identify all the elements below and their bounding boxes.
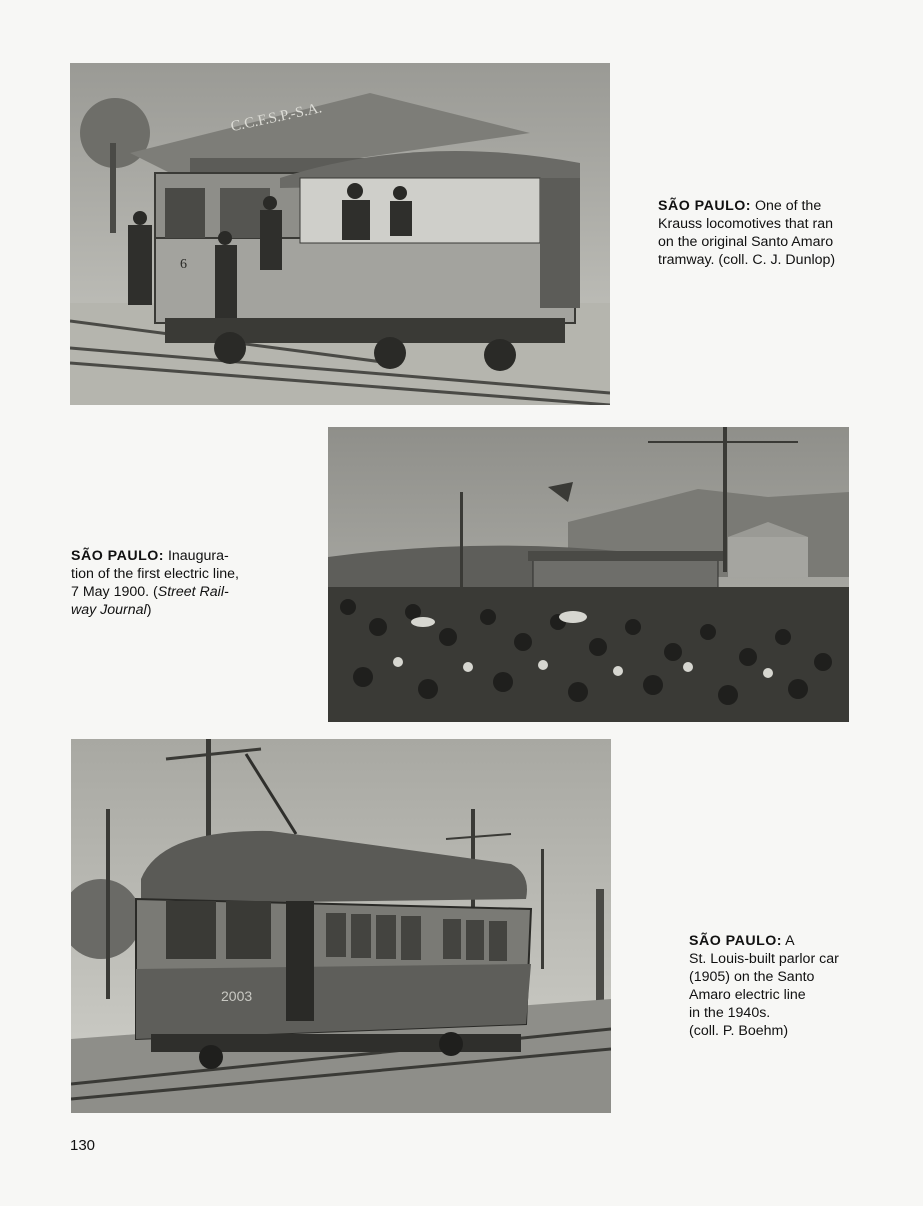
- caption1-line4: tramway. (coll. C. J. Dunlop): [658, 252, 836, 268]
- car-number-text: 2003: [221, 988, 253, 1004]
- depot-sign-text: C.C.F.S.P.-S.A.: [229, 100, 324, 136]
- caption2-text4b: ): [146, 602, 152, 618]
- caption2-line1: [71, 547, 271, 565]
- caption2-lead: SÃO PAULO:: [71, 548, 165, 564]
- caption2-line3: [71, 583, 271, 601]
- photo-krauss-locomotive: [70, 63, 610, 405]
- caption-parlor-car: [689, 932, 869, 1040]
- caption-inauguration: [71, 547, 271, 619]
- caption1-line2: Krauss locomotives that ran: [658, 216, 834, 232]
- caption-krauss-locomotive: [658, 197, 858, 269]
- photo-parlor-car: [71, 739, 611, 1113]
- caption2-text3a: 7 May 1900. (: [71, 584, 158, 600]
- caption3-line1: [689, 932, 869, 950]
- caption2-text1: Inaugura-: [164, 548, 229, 564]
- tram-number-text: 6: [180, 257, 187, 272]
- caption2-text4: way Journal: [71, 602, 147, 618]
- photo-parlor-car-image: [71, 739, 611, 1113]
- caption3-line6: (coll. P. Boehm): [689, 1023, 789, 1039]
- caption2-line4: [71, 601, 271, 619]
- photo-inauguration-crowd-image: [328, 427, 849, 722]
- caption1-line1: [658, 197, 858, 215]
- photo-inauguration-crowd: [328, 427, 849, 722]
- caption2-text3b: Street Rail-: [157, 584, 229, 600]
- photo-krauss-locomotive-image: [70, 63, 610, 405]
- page-number: 130: [70, 1137, 96, 1154]
- caption3-line2: St. Louis-built parlor car: [689, 951, 839, 967]
- caption3-text1: A: [782, 933, 795, 949]
- caption3-line5: in the 1940s.: [689, 1005, 771, 1021]
- caption2-line2: tion of the first electric line,: [71, 566, 239, 582]
- caption1-lead: SÃO PAULO:: [658, 198, 752, 214]
- caption1-line3: on the original Santo Amaro: [658, 234, 834, 250]
- caption3-line3: (1905) on the Santo: [689, 969, 815, 985]
- caption3-line4: Amaro electric line: [689, 987, 806, 1003]
- caption3-lead: SÃO PAULO:: [689, 933, 783, 949]
- caption1-text1: One of the: [751, 198, 822, 214]
